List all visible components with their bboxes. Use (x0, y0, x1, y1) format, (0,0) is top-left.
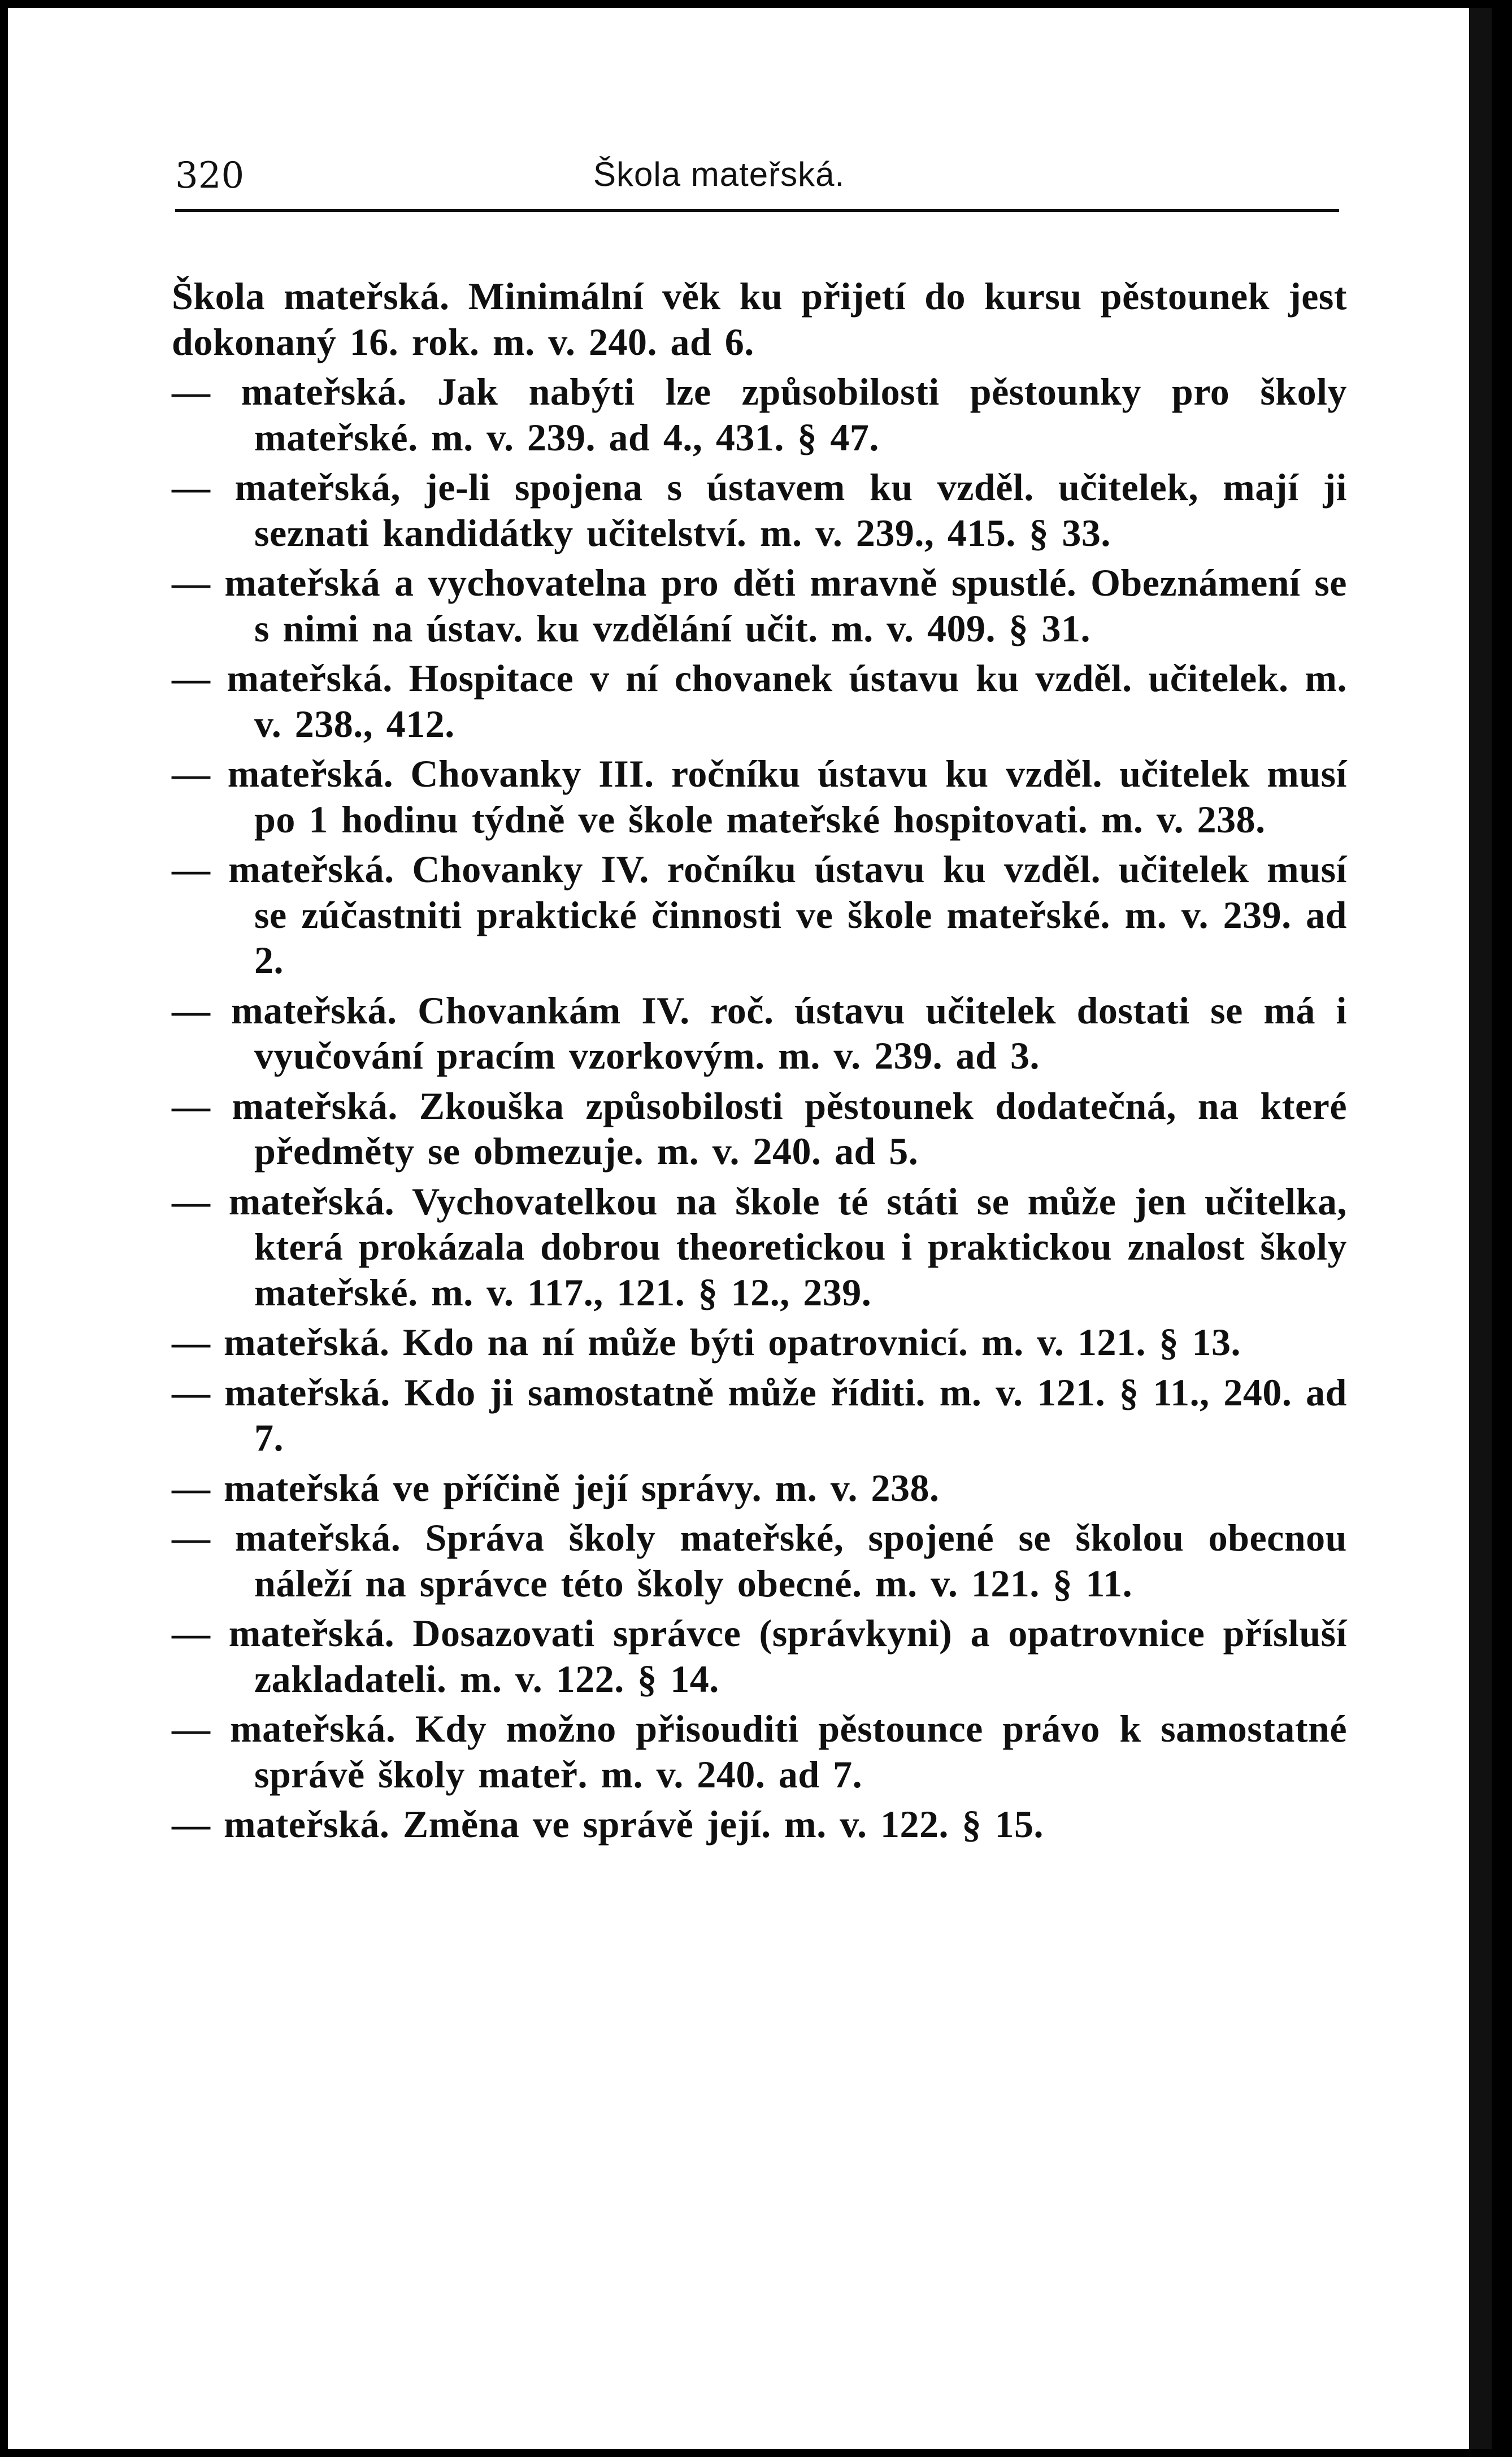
index-entry: — mateřská. Dosazovati správce (správkyni) a opatrovnice přísluší zakladateli. m. v. 122. § 14. (172, 1612, 1347, 1700)
index-entry: — mateřská. Chovanky III. ročníku ústavu ku vzděl. učitelek musí po 1 hodinu týdně ve škole mateřské hospitovati. m. v. 238. (172, 752, 1347, 841)
header-rule (175, 209, 1339, 212)
index-entry: — mateřská. Chovankám IV. roč. ústavu učitelek dostati se má i vyučování pracím vzorkovým. m. v. 239. ad 3. (172, 988, 1347, 1077)
scan-border (1469, 8, 1492, 2449)
running-head: Škola mateřská. (593, 155, 845, 193)
index-entry: — mateřská. Kdy možno přisouditi pěstounce právo k samostatné správě školy mateř. m. v. 240. ad 7. (172, 1707, 1347, 1796)
index-entry: — mateřská. Kdo ji samostatně může říditi. m. v. 121. § 11., 240. ad 7. (172, 1370, 1347, 1459)
page-number: 320 (175, 155, 245, 197)
index-entry: — mateřská. Změna ve správě její. m. v. 122. § 15. (172, 1803, 1044, 1846)
index-entries (172, 274, 1347, 1852)
index-entry: — mateřská. Kdo na ní může býti opatrovnicí. m. v. 121. § 13. (172, 1321, 1241, 1364)
index-entry: — mateřská. Vychovatelkou na škole té státi se může jen učitelka, která prokázala dobrou theoretickou i praktickou znalost školy mateřské. m. v. 117., 121. § 12., 239. (172, 1179, 1347, 1314)
index-entry: — mateřská a vychovatelna pro děti mravně spustlé. Obeznámení se s nimi na ústav. ku vzdělání učit. m. v. 409. § 31. (172, 561, 1347, 650)
index-entry: — mateřská. Hospitace v ní chovanek ústavu ku vzděl. učitelek. m. v. 238., 412. (172, 657, 1347, 745)
index-entry: — mateřská. Správa školy mateřské, spojené se školou obecnou náleží na správce této školy obecné. m. v. 121. § 11. (172, 1516, 1347, 1605)
index-entry: — mateřská, je-li spojena s ústavem ku vzděl. učitelek, mají ji seznati kandidátky učitelství. m. v. 239., 415. § 33. (172, 466, 1347, 554)
index-entry: — mateřská. Jak nabýti lze způsobilosti pěstounky pro školy mateřské. m. v. 239. ad 4., 431. § 47. (172, 370, 1347, 459)
index-entry: — mateřská ve příčině její správy. m. v. 238. (172, 1466, 940, 1509)
page-header (175, 144, 1328, 217)
index-entry: — mateřská. Chovanky IV. ročníku ústavu ku vzděl. učitelek musí se zúčastniti praktické činnosti ve škole mateřské. m. v. 239. ad 2. (172, 848, 1347, 982)
index-entry: Škola mateřská. Minimální věk ku přijetí do kursu pěstounek jest dokonaný 16. rok. m. v. 240. ad 6. (172, 275, 1347, 363)
book-page (8, 8, 1492, 2449)
index-entry: — mateřská. Zkouška způsobilosti pěstounek dodatečná, na které předměty se obmezuje. m. v. 240. ad 5. (172, 1084, 1347, 1173)
